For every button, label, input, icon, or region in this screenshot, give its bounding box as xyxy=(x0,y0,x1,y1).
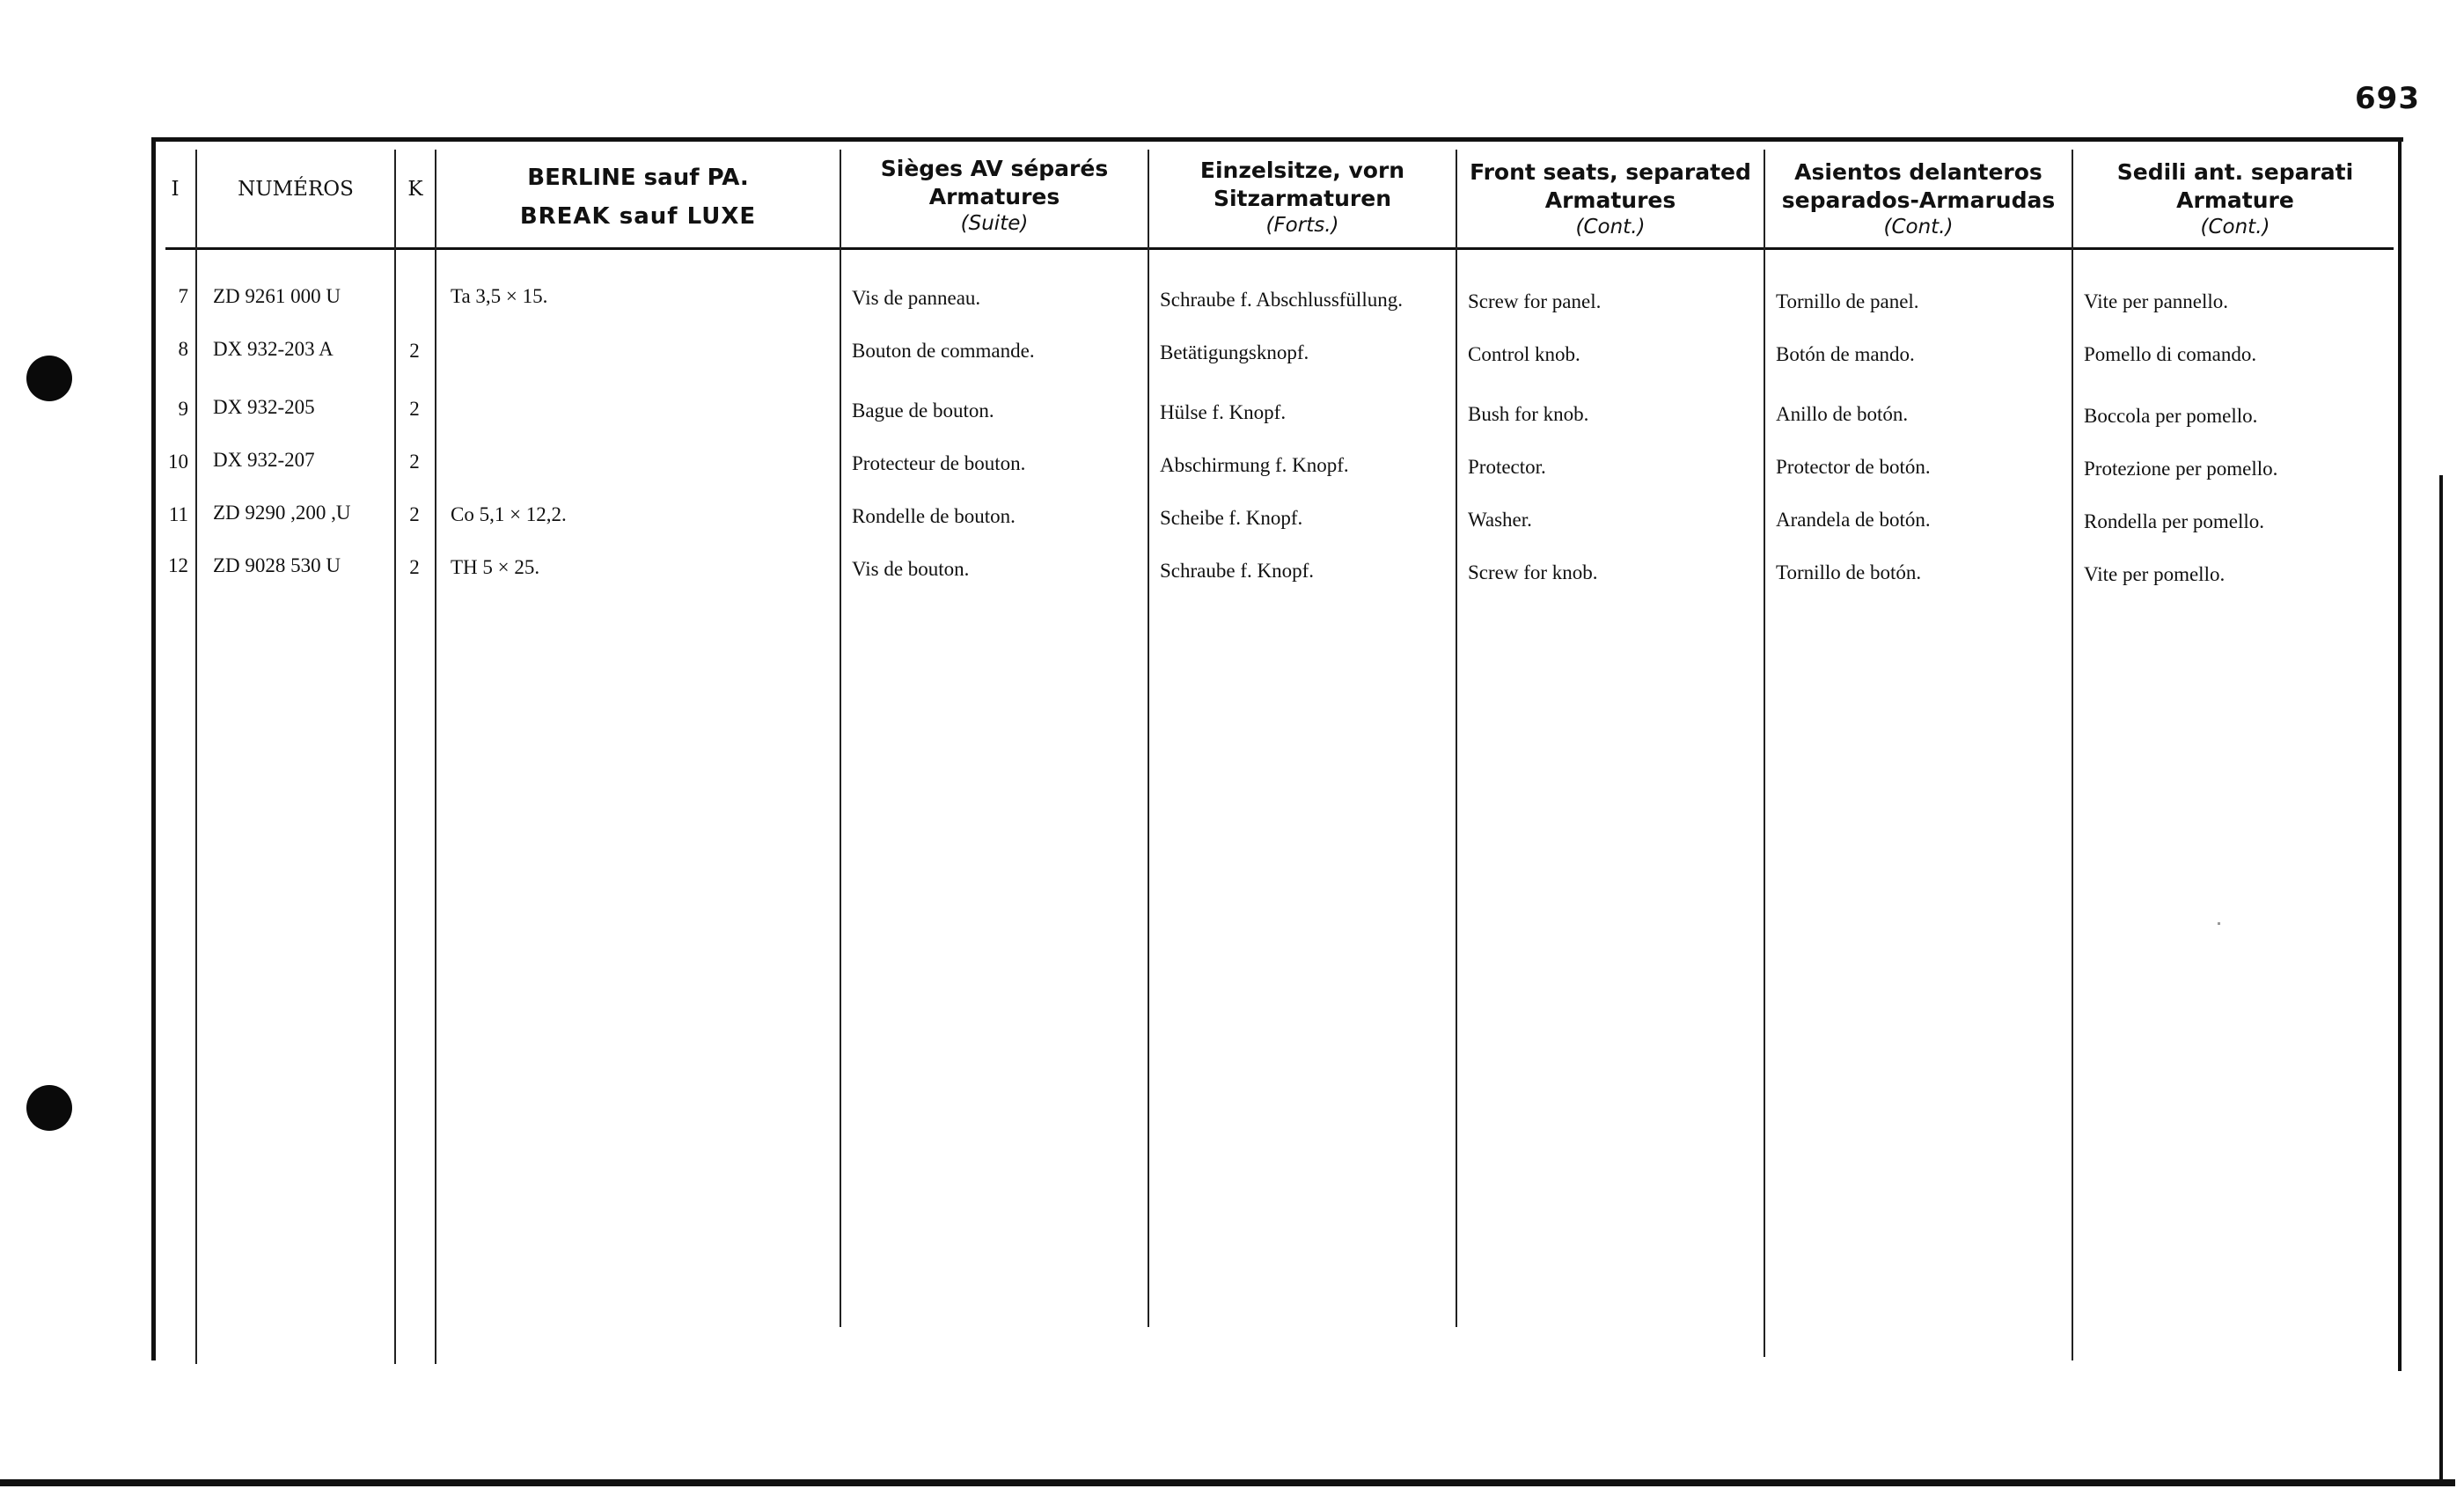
german-text: Betätigungsknopf. xyxy=(1160,341,1309,363)
german-title-1: Einzelsitze, vorn xyxy=(1199,158,1405,183)
row-index: 12 xyxy=(168,554,188,576)
column-divider xyxy=(1764,150,1765,1357)
spanish-text: Arandela de botón. xyxy=(1776,509,1931,531)
row-index: 11 xyxy=(168,503,188,525)
italian-text: Rondella per pomello. xyxy=(2084,510,2265,532)
column-divider xyxy=(2072,150,2073,1360)
row-index: 10 xyxy=(168,451,188,473)
header-french xyxy=(841,155,1148,236)
french-title-1: Sièges AV séparés xyxy=(880,156,1109,181)
spanish-title-1: Asientos delanteros xyxy=(1794,159,2042,185)
model-line-1: BERLINE sauf PA. xyxy=(527,165,749,191)
quantity-k: 2 xyxy=(409,556,420,578)
italian-text: Pomello di comando. xyxy=(2084,343,2257,365)
column-divider xyxy=(435,150,436,1364)
row-index: 7 xyxy=(178,285,188,307)
german-subtitle: (Forts.) xyxy=(1265,214,1339,237)
german-text: Abschirmung f. Knopf. xyxy=(1160,454,1349,476)
english-subtitle: (Cont.) xyxy=(1575,216,1646,238)
italian-title-1: Sedili ant. separati xyxy=(2116,159,2354,185)
french-title-2: Armatures xyxy=(928,184,1060,209)
spanish-subtitle: (Cont.) xyxy=(1883,216,1954,238)
binder-hole xyxy=(26,1085,72,1131)
spanish-text: Anillo de botón. xyxy=(1776,403,1909,425)
spec: TH 5 × 25. xyxy=(451,556,540,578)
spec: Ta 3,5 × 15. xyxy=(451,285,548,307)
french-text: Vis de bouton. xyxy=(852,558,970,580)
header-numeros: NUMÉROS xyxy=(238,178,354,201)
english-text: Washer. xyxy=(1468,509,1532,531)
table-top-border xyxy=(154,137,2403,142)
italian-text: Protezione per pomello. xyxy=(2084,458,2278,480)
binder-hole xyxy=(26,356,72,401)
english-text: Control knob. xyxy=(1468,343,1580,365)
spanish-text: Tornillo de botón. xyxy=(1776,561,1922,583)
italian-title-2: Armature xyxy=(2176,187,2294,213)
column-divider xyxy=(195,150,197,1364)
french-text: Vis de panneau. xyxy=(852,287,981,309)
part-number: ZD 9290 ,200 ,U xyxy=(213,502,351,524)
english-text: Screw for panel. xyxy=(1468,290,1602,312)
italian-text: Vite per pannello. xyxy=(2084,290,2229,312)
part-number: DX 932-207 xyxy=(213,449,315,471)
column-divider xyxy=(1456,150,1457,1327)
table-right-border xyxy=(2398,141,2402,1371)
german-text: Schraube f. Knopf. xyxy=(1160,560,1315,582)
french-text: Bouton de commande. xyxy=(852,340,1035,362)
column-divider xyxy=(840,150,841,1327)
part-number: DX 932-205 xyxy=(213,396,315,418)
quantity-k: 2 xyxy=(409,451,420,473)
italian-subtitle: (Cont.) xyxy=(2200,216,2270,238)
german-text: Schraube f. Abschlussfüllung. xyxy=(1160,289,1403,311)
spec: Co 5,1 × 12,2. xyxy=(451,503,567,525)
column-divider xyxy=(1148,150,1149,1327)
english-title-2: Armatures xyxy=(1544,187,1676,213)
header-rule xyxy=(165,247,2394,250)
quantity-k: 2 xyxy=(409,503,420,525)
table-left-border xyxy=(151,137,156,1360)
german-text: Scheibe f. Knopf. xyxy=(1160,507,1303,529)
scan-speck xyxy=(2218,922,2220,925)
header-english xyxy=(1457,158,1764,239)
header-model xyxy=(436,158,840,236)
german-title-2: Sitzarmaturen xyxy=(1213,186,1392,211)
part-number: ZD 9028 530 U xyxy=(213,554,341,576)
french-text: Protecteur de bouton. xyxy=(852,452,1026,474)
spanish-text: Protector de botón. xyxy=(1776,456,1931,478)
part-number: DX 932-203 A xyxy=(213,338,334,360)
german-text: Hülse f. Knopf. xyxy=(1160,401,1287,423)
row-index: 9 xyxy=(178,398,188,420)
english-text: Screw for knob. xyxy=(1468,561,1598,583)
french-text: Rondelle de bouton. xyxy=(852,505,1016,527)
page-edge-right xyxy=(2439,475,2443,1483)
english-text: Bush for knob. xyxy=(1468,403,1589,425)
header-spanish xyxy=(1765,158,2072,239)
page-edge-bottom xyxy=(0,1479,2455,1486)
french-subtitle: (Suite) xyxy=(960,212,1029,235)
english-text: Protector. xyxy=(1468,456,1546,478)
part-number: ZD 9261 000 U xyxy=(213,285,341,307)
spanish-text: Tornillo de panel. xyxy=(1776,290,1919,312)
spanish-title-2: separados-Armarudas xyxy=(1781,187,2056,213)
quantity-k: 2 xyxy=(409,340,420,362)
quantity-k: 2 xyxy=(409,398,420,420)
italian-text: Boccola per pomello. xyxy=(2084,405,2258,427)
header-index: I xyxy=(171,178,180,201)
spanish-text: Botón de mando. xyxy=(1776,343,1915,365)
french-text: Bague de bouton. xyxy=(852,400,994,422)
model-line-2: BREAK sauf LUXE xyxy=(519,203,757,230)
italian-text: Vite per pomello. xyxy=(2084,563,2226,585)
header-italian xyxy=(2073,158,2397,239)
english-title-1: Front seats, separated xyxy=(1470,159,1751,185)
column-divider xyxy=(394,150,396,1364)
header-k: K xyxy=(407,178,423,201)
header-german xyxy=(1149,157,1456,238)
row-index: 8 xyxy=(178,338,188,360)
page-number: 693 xyxy=(2355,81,2420,116)
